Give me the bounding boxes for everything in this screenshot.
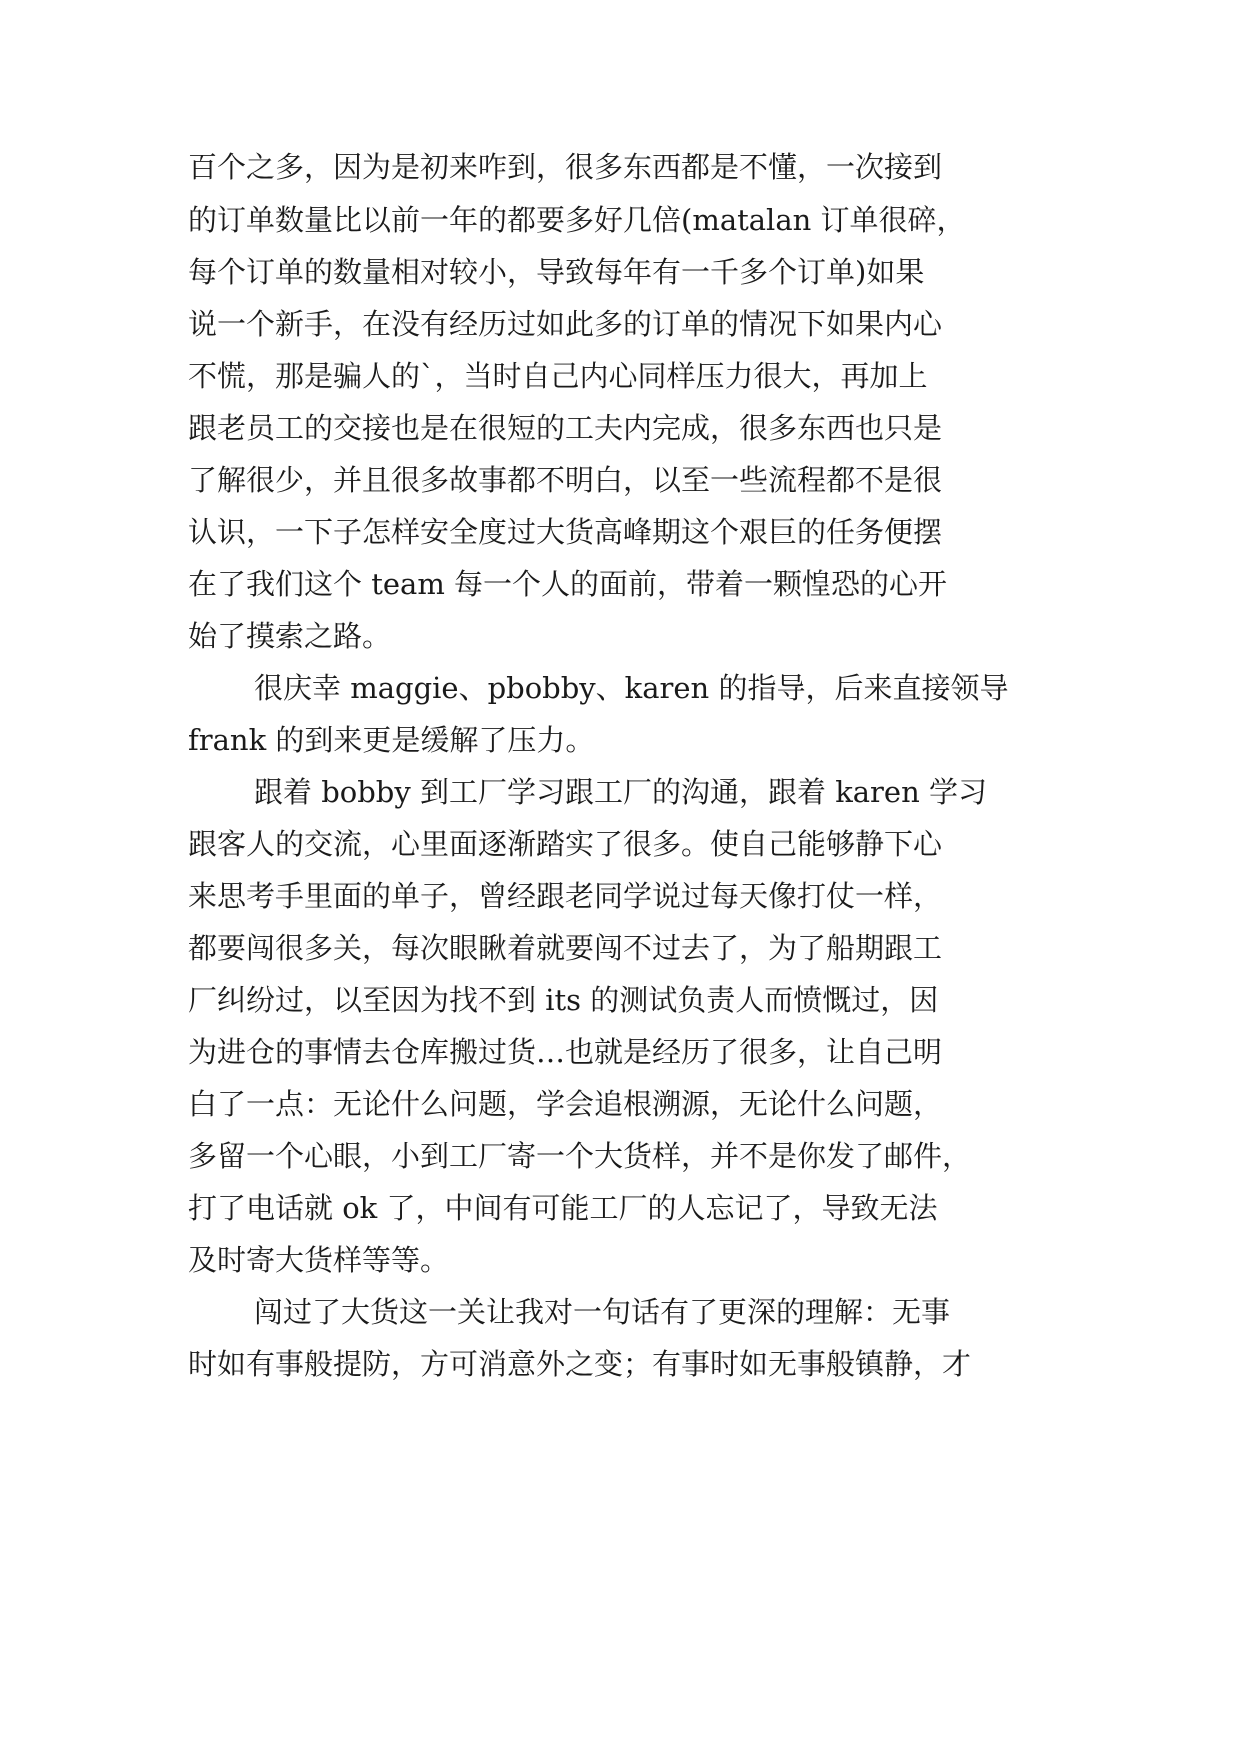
paragraph-1-line-2: 的订单数量比以前一年的都要多好几倍(matalan 订单很碎， [188,203,966,237]
paragraph-4-line-1: 闯过了大货这一关让我对一句话有了更深的理解：无事 [254,1295,951,1329]
paragraph-1-line-4: 说一个新手，在没有经历过如此多的订单的情况下如果内心 [188,307,943,341]
paragraph-3-line-6: 为进仓的事情去仓库搬过货…也就是经历了很多，让自己明 [188,1035,943,1069]
paragraph-3-line-3: 来思考手里面的单子，曾经跟老同学说过每天像打仗一样， [188,879,943,913]
paragraph-2-line-2: frank 的到来更是缓解了压力。 [188,723,595,757]
paragraph-3-line-7: 白了一点：无论什么问题，学会追根溯源，无论什么问题， [188,1087,943,1121]
paragraph-1-line-3: 每个订单的数量相对较小，导致每年有一千多个订单)如果 [188,255,925,289]
paragraph-1-line-10: 始了摸索之路。 [188,619,392,653]
paragraph-1-line-6: 跟老员工的交接也是在很短的工夫内完成，很多东西也只是 [188,411,943,445]
paragraph-3-line-1: 跟着 bobby 到工厂学习跟工厂的沟通，跟着 karen 学习 [254,775,987,809]
paragraph-1-line-1: 百个之多，因为是初来咋到，很多东西都是不懂，一次接到 [188,150,943,184]
paragraph-4-line-2: 时如有事般提防，方可消意外之变；有事时如无事般镇静，才 [188,1347,972,1381]
paragraph-3-line-9: 打了电话就 ok 了，中间有可能工厂的人忘记了，导致无法 [188,1191,938,1225]
paragraph-1-line-5: 不慌，那是骗人的`，当时自己内心同样压力很大，再加上 [188,359,928,393]
paragraph-3-line-4: 都要闯很多关，每次眼瞅着就要闯不过去了，为了船期跟工 [188,931,943,965]
paragraph-1-line-8: 认识，一下子怎样安全度过大货高峰期这个艰巨的任务便摆 [188,515,943,549]
paragraph-3-line-5: 厂纠纷过，以至因为找不到 its 的测试负责人而愤慨过，因 [188,983,939,1017]
paragraph-2-line-1: 很庆幸 maggie、pbobby、karen 的指导，后来直接领导 [254,671,1009,705]
paragraph-3-line-8: 多留一个心眼，小到工厂寄一个大货样，并不是你发了邮件， [188,1139,972,1173]
paragraph-3-line-10: 及时寄大货样等等。 [188,1243,450,1277]
paragraph-3-line-2: 跟客人的交流，心里面逐渐踏实了很多。使自己能够静下心 [188,827,943,861]
paragraph-1-line-9: 在了我们这个 team 每一个人的面前，带着一颗惶恐的心开 [188,567,948,601]
paragraph-1-line-7: 了解很少，并且很多故事都不明白，以至一些流程都不是很 [188,463,943,497]
